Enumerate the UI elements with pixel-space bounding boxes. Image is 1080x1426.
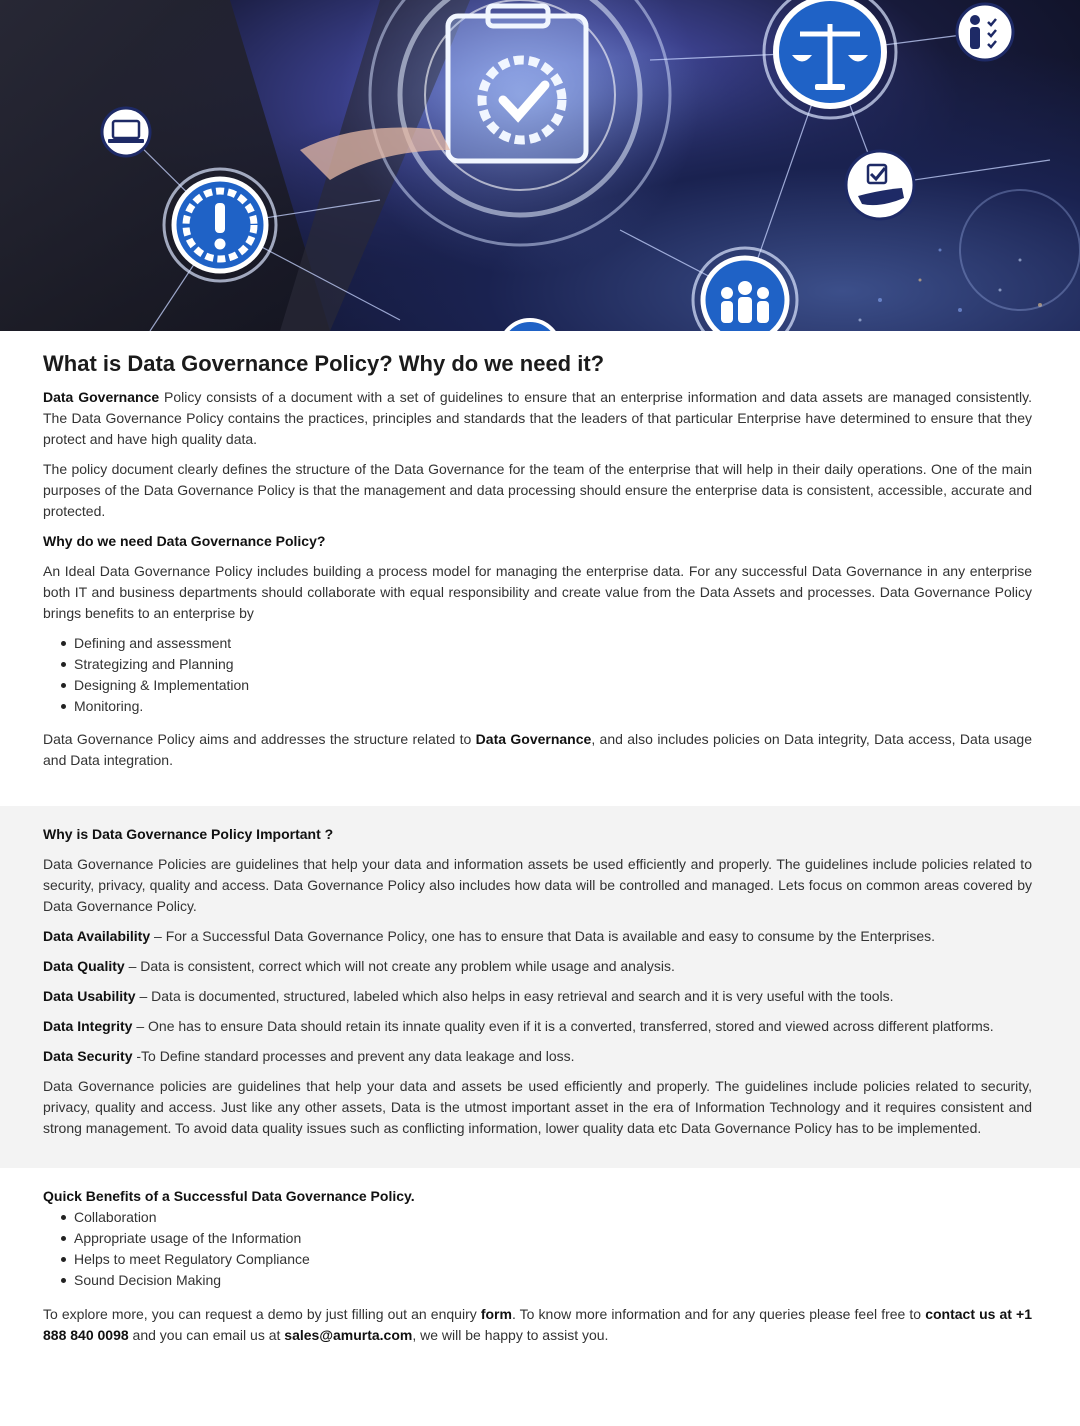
list-item: Appropriate usage of the Information (74, 1228, 1032, 1249)
contact-paragraph (43, 1304, 1032, 1346)
area-data-integrity (43, 1016, 1032, 1037)
benefits-list (74, 633, 1032, 717)
contact-text: To explore more, you can request a demo by just filling out an enquiry (43, 1306, 481, 1322)
laptop-icon (102, 108, 150, 156)
quick-benefits-list (74, 1207, 1032, 1291)
intro-paragraph-4-end: , and also includes policies on Data integrity, Data access, Data usage and Data integration. (43, 731, 1032, 768)
intro-paragraph-3: An Ideal Data Governance Policy includes building a process model for managing the enterprise data. For any successful Data Governance in any enterprise both IT and business departments should collaborate with equal responsibility and create value from the Data Assets and processes. Data Governance Policy brings benefits to an enterprise by (43, 563, 1032, 621)
scales-icon (764, 0, 896, 118)
intro-paragraph-2: The policy document clearly defines the structure of the Data Governance for the team of the enterprise that will help in their daily operations. One of the main purposes of the Data Governance Policy is that the management and data processing should ensure the enterprise data is consistent, accessible, accurate and protected. (43, 461, 1032, 519)
area-desc: – Data is documented, structured, labeled which also helps in easy retrieval and search and it is very useful with the tools. (135, 988, 894, 1004)
intro-paragraph-1 (43, 387, 1032, 450)
contact-text: . To know more information and for any queries please feel free to (511, 1306, 926, 1322)
hero-illustration (0, 0, 1080, 331)
area-data-quality (43, 956, 1032, 977)
contact-phone-link[interactable]: contact us at +1 888 840 0098 (43, 1306, 1033, 1343)
intro-bold-term: Data Governance (43, 389, 160, 405)
intro-paragraph-4 (43, 729, 1032, 771)
contact-text: and you can email us at (128, 1327, 285, 1343)
area-desc: – One has to ensure Data should retain its innate quality even if it is a converted, transferred, stored and viewed across different platforms. (132, 1018, 994, 1034)
area-data-availability (43, 926, 1032, 947)
contact-text: , we will be happy to assist you. (412, 1327, 609, 1343)
quick-benefits-section (0, 1168, 1080, 1346)
list-item: Strategizing and Planning (74, 654, 1032, 675)
page-title: What is Data Governance Policy? Why do we need it? (43, 351, 605, 376)
area-term: Data Usability (43, 988, 136, 1004)
importance-section (0, 806, 1080, 1168)
quick-benefits-heading: Quick Benefits of a Successful Data Governance Policy. (43, 1188, 415, 1204)
importance-paragraph-2: Data Governance policies are guidelines that help your data and assets be used efficiently and properly. The guidelines include policies related to security, privacy, quality and access. Just like any other assets, Data is the utmost important asset in the era of Information Technology and it requires consistent and strong management. To avoid data quality issues such as conflicting information, lower quality data etc Data Governance Policy has to be implemented. (43, 1078, 1032, 1136)
intro-paragraph-4-start: Data Governance Policy aims and addresses the structure related to (43, 731, 476, 747)
area-term: Data Availability (43, 928, 151, 944)
list-item: Monitoring. (74, 696, 1032, 717)
area-term: Data Integrity (43, 1018, 133, 1034)
area-desc: -To Define standard processes and prevent any data leakage and loss. (132, 1048, 575, 1064)
area-desc: – Data is consistent, correct which will not create any problem while usage and analysis. (124, 958, 675, 974)
hero-image (0, 0, 1080, 331)
area-data-usability (43, 986, 1032, 1007)
area-data-security (43, 1046, 1032, 1067)
list-item: Helps to meet Regulatory Compliance (74, 1249, 1032, 1270)
list-item: Designing & Implementation (74, 675, 1032, 696)
list-item: Collaboration (74, 1207, 1032, 1228)
enquiry-form-link[interactable]: form (480, 1306, 512, 1322)
list-item: Defining and assessment (74, 633, 1032, 654)
why-need-heading: Why do we need Data Governance Policy? (43, 533, 326, 549)
area-desc: – For a Successful Data Governance Policy, one has to ensure that Data is available and easy to consume by the Enterprises. (150, 928, 936, 944)
importance-paragraph-1: Data Governance Policies are guidelines that help your data and information assets be used efficiently and properly. The guidelines include policies related to security, privacy, quality and access. Data Governance Policy also includes how data will be controlled and managed. Lets focus on common areas covered by Data Governance Policy. (43, 856, 1032, 914)
person-checklist-icon (957, 4, 1013, 60)
list-item: Sound Decision Making (74, 1270, 1032, 1291)
area-term: Data Security (43, 1048, 133, 1064)
intro-paragraph-1-text: Policy consists of a document with a set of guidelines to ensure that an enterprise information and data assets are managed consistently. The Data Governance Policy contains the practices, principles and standards that the leaders of that particular Enterprise have determined to ensure that they protect and have high quality data. (43, 389, 1032, 447)
intro-section (0, 331, 1080, 806)
importance-heading: Why is Data Governance Policy Important ? (43, 826, 334, 842)
alert-icon (164, 169, 276, 281)
email-link[interactable]: sales@amurta.com (284, 1327, 413, 1343)
team-icon (693, 248, 797, 331)
checklist-badge-icon (448, 6, 586, 161)
area-term: Data Quality (43, 958, 125, 974)
data-governance-link[interactable]: Data Governance (475, 731, 592, 747)
hand-check-icon (846, 151, 914, 219)
